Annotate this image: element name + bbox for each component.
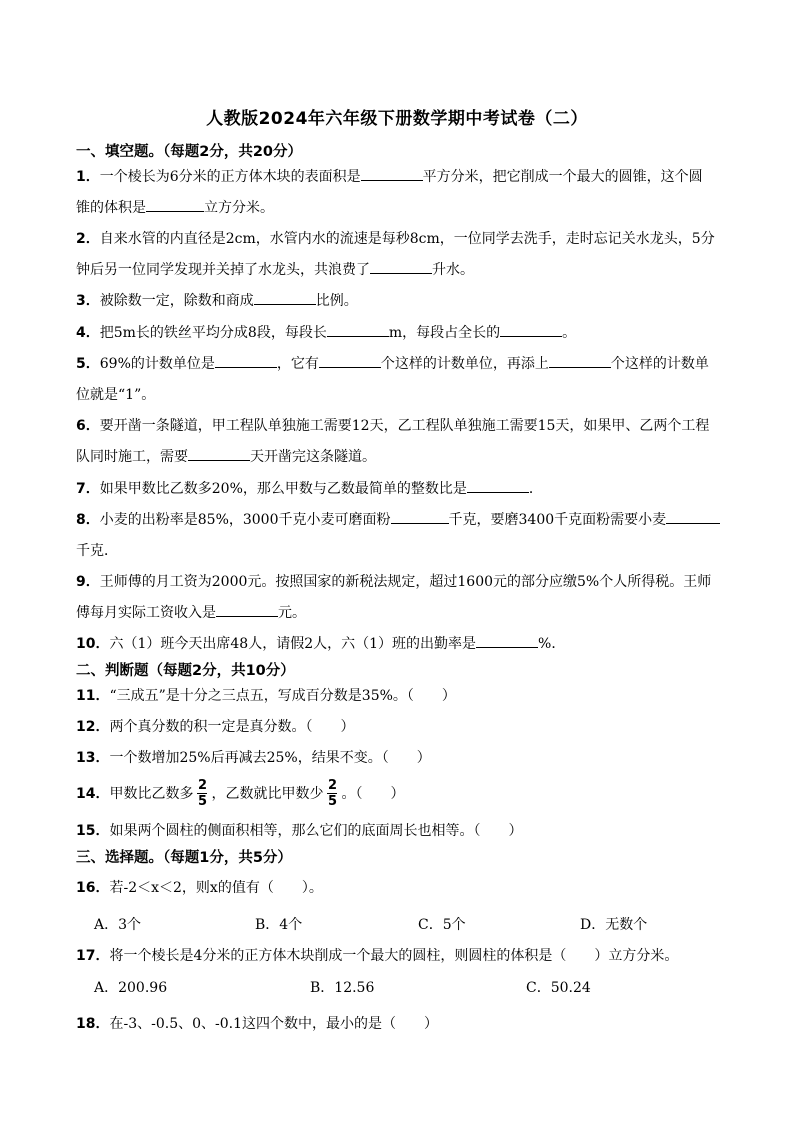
question-5-line-2: 位就是“1”。 <box>76 387 156 403</box>
question-14: 14． 甲数比乙数多 $\frac{2}{5}$ ，乙数就比甲数少 $\frac{2}{5}$ 。（ ） <box>76 777 405 809</box>
question-number: 9． <box>76 574 100 590</box>
answer-blank[interactable] <box>188 446 250 461</box>
question-number: 11． <box>76 688 110 704</box>
question-number: 17． <box>76 948 110 964</box>
question-number: 1． <box>76 169 100 185</box>
question-12: 12．两个真分数的积一定是真分数。（ ） <box>76 719 355 735</box>
answer-blank[interactable] <box>254 290 316 305</box>
question-number: 18． <box>76 1016 110 1032</box>
question-2-line-2: 钟后另一位同学发现并关掉了水龙头，共浪费了 升水。 <box>76 259 474 279</box>
fraction: $\frac{2}{5}$ <box>327 777 337 809</box>
question-11: 11．“三成五”是十分之三点五，写成百分数是35%。（ ） <box>76 688 456 704</box>
answer-blank[interactable] <box>319 353 381 368</box>
answer-blank[interactable] <box>370 259 432 274</box>
option-c[interactable]: C．50.24 <box>526 980 591 996</box>
question-number: 6． <box>76 418 100 434</box>
answer-blank[interactable] <box>216 602 278 617</box>
question-number: 15． <box>76 823 110 839</box>
question-9-line-1: 9．王师傅的月工资为2000元。按照国家的新税法规定，超过1600元的部分应缴5%个人所得税。王师 <box>76 574 712 590</box>
option-c[interactable]: C．5个 <box>418 917 466 933</box>
answer-blank[interactable] <box>361 166 423 181</box>
option-a[interactable]: A．3个 <box>94 917 142 933</box>
option-b[interactable]: B．4个 <box>255 917 303 933</box>
question-18: 18．在-3、-0.5、0、-0.1这四个数中，最小的是（ ） <box>76 1016 439 1032</box>
question-number: 14． <box>76 786 110 802</box>
question-15: 15．如果两个圆柱的侧面积相等，那么它们的底面周长也相等。（ ） <box>76 823 523 839</box>
question-number: 3． <box>76 293 100 309</box>
question-6-line-1: 6．要开凿一条隧道，甲工程队单独施工需要12天，乙工程队单独施工需要15天，如果甲、乙两个工程 <box>76 418 710 434</box>
question-9-line-2: 傅每月实际工资收入是 元。 <box>76 602 306 622</box>
question-number: 16． <box>76 880 110 896</box>
option-d[interactable]: D．无数个 <box>580 917 648 933</box>
question-2-line-1: 2．自来水管的内直径是2cm，水管内水的流速是每秒8cm，一位同学去洗手，走时忘记关水龙头，5分 <box>76 231 715 247</box>
question-number: 5． <box>76 356 100 372</box>
question-1-line-2: 锥的体积是 立方分米。 <box>76 197 274 217</box>
section-multiple-choice-heading: 三、选择题。（每题1分，共5分） <box>76 850 292 866</box>
question-8-line-2: 千克． <box>76 543 118 559</box>
option-a[interactable]: A．200.96 <box>94 980 168 996</box>
question-6-line-2: 队同时施工，需要 天开凿完这条隧道。 <box>76 446 376 466</box>
question-number: 12． <box>76 719 110 735</box>
question-number: 8． <box>76 512 100 528</box>
question-13: 13．一个数增加25%后再减去25%，结果不变。（ ） <box>76 750 431 766</box>
answer-blank[interactable] <box>500 322 562 337</box>
question-8-line-1: 8．小麦的出粉率是85%，3000千克小麦可磨面粉 千克，要磨3400千克面粉需要小麦 <box>76 509 720 529</box>
question-4: 4．把5m长的铁丝平均分成8段，每段长 m，每段占全长的 。 <box>76 322 576 342</box>
section-fill-in-heading: 一、填空题。（每题2分，共20分） <box>76 144 303 160</box>
answer-blank[interactable] <box>391 509 449 524</box>
answer-blank[interactable] <box>476 633 538 648</box>
answer-blank[interactable] <box>327 322 389 337</box>
question-3: 3．被除数一定，除数和商成 比例。 <box>76 290 358 310</box>
question-7: 7．如果甲数比乙数多20%，那么甲数与乙数最简单的整数比是 ． <box>76 478 543 498</box>
question-number: 4． <box>76 325 100 341</box>
option-b[interactable]: B．12.56 <box>310 980 375 996</box>
question-16: 16．若-2＜x＜2，则x的值有（ ）。 <box>76 880 323 896</box>
answer-blank[interactable] <box>467 478 529 493</box>
question-number: 10． <box>76 636 110 652</box>
exam-title: 人教版2024年六年级下册数学期中考试卷（二） <box>206 109 588 129</box>
answer-blank[interactable] <box>549 353 611 368</box>
answer-blank[interactable] <box>146 197 204 212</box>
answer-blank[interactable] <box>666 509 720 524</box>
section-true-false-heading: 二、判断题（每题2分，共10分） <box>76 663 295 679</box>
question-number: 2． <box>76 231 100 247</box>
fraction: $\frac{2}{5}$ <box>197 777 207 809</box>
question-5-line-1: 5．69%的计数单位是 ，它有 个这样的计数单位，再添上 个这样的计数单 <box>76 353 709 373</box>
question-number: 7． <box>76 481 100 497</box>
question-17: 17．将一个棱长是4分米的正方体木块削成一个最大的圆柱，则圆柱的体积是（ ）立方分米。 <box>76 948 679 964</box>
question-10: 10．六（1）班今天出席48人，请假2人，六（1）班的出勤率是 %． <box>76 633 565 653</box>
answer-blank[interactable] <box>215 353 277 368</box>
question-number: 13． <box>76 750 110 766</box>
question-1-line-1: 1．一个棱长为6分米的正方体木块的表面积是 平方分米，把它削成一个最大的圆锥，这个圆 <box>76 166 703 186</box>
